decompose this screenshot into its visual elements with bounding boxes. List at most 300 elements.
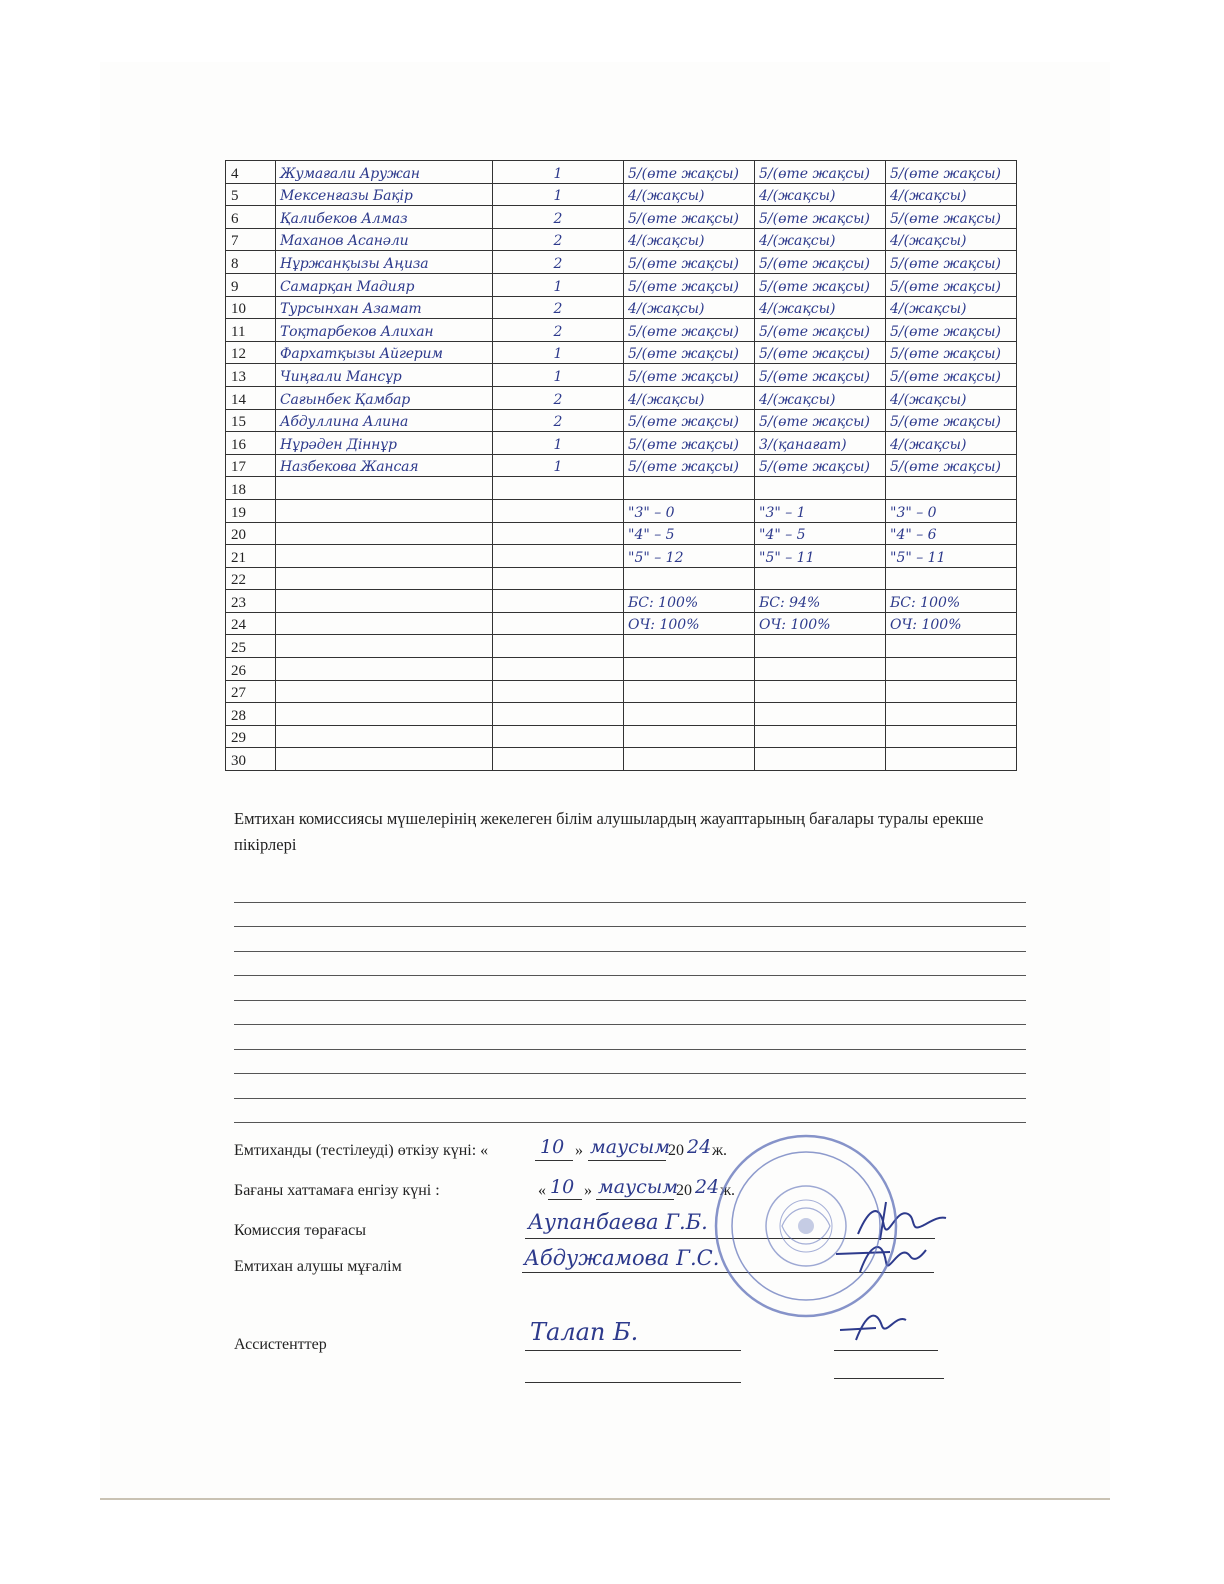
grade-3-cell [886,499,1017,522]
student-name-cell [276,454,493,477]
grade-2-cell [755,161,886,184]
grade-2: 5/(өте жақсы) [759,210,870,227]
variant-number-cell [493,680,624,703]
student-name: Абдуллина Алина [280,414,409,431]
grade-2: "3" – 1 [759,504,806,521]
variant-number-cell [493,386,624,409]
grades-table [225,160,1017,771]
grade-1-cell [624,364,755,387]
student-name-cell [276,477,493,500]
record-day: 10 [550,1176,575,1198]
grade-2 [755,753,759,769]
grade-3-cell [886,251,1017,274]
grade-3-cell [886,161,1017,184]
grade-3 [886,663,890,679]
row-number-cell: 6 [226,206,276,229]
assistant2-name-line [525,1382,741,1383]
assistant-name-line [525,1350,741,1351]
student-name: Жумағали Аружан [280,165,420,182]
row-number-cell: 16 [226,432,276,455]
exam-quote-close: » [575,1142,583,1159]
grade-3-cell [886,409,1017,432]
table-row [226,273,1017,296]
grade-3-cell [886,386,1017,409]
grade-1: "3" – 0 [628,504,675,521]
row-number-cell: 13 [226,364,276,387]
variant-number: 1 [553,165,563,182]
variant-number: 1 [553,278,563,295]
grade-2-cell [755,567,886,590]
grade-2-cell [755,658,886,681]
grade-1-cell [624,161,755,184]
grade-2-cell [755,183,886,206]
row-number-cell: 17 [226,454,276,477]
record-day-line [548,1199,582,1200]
grade-2-cell [755,725,886,748]
student-name-cell [276,612,493,635]
grade-3-cell [886,748,1017,771]
grade-3-cell [886,432,1017,455]
grade-2 [755,572,759,588]
grade-1: 5/(өте жақсы) [628,323,739,340]
grade-2: ОЧ: 100% [759,617,831,634]
variant-number-cell [493,364,624,387]
row-number-cell: 29 [226,725,276,748]
variant-number-cell [493,477,624,500]
grade-1-cell [624,522,755,545]
chair-name: Аупанбаева Г.Б. [528,1210,708,1234]
official-seal [712,1132,900,1320]
assistant2-sign-line [834,1378,944,1379]
grade-2-cell [755,499,886,522]
exam-day-line [535,1160,573,1161]
grade-3-cell [886,612,1017,635]
grade-2: 5/(өте жақсы) [759,255,870,272]
student-name-cell [276,386,493,409]
variant-number: 1 [553,346,563,363]
grade-1-cell [624,454,755,477]
student-name [276,708,280,724]
grade-2-cell [755,251,886,274]
grade-1-cell [624,590,755,613]
grade-2 [755,685,759,701]
grade-1: 5/(өте жақсы) [628,255,739,272]
grade-2 [755,640,759,656]
row-number-cell: 26 [226,658,276,681]
table-row [226,206,1017,229]
variant-number-cell [493,409,624,432]
grade-2: 5/(өте жақсы) [759,165,870,182]
table-row [226,228,1017,251]
grade-1 [624,685,628,701]
grade-3-cell [886,273,1017,296]
row-number-cell: 14 [226,386,276,409]
grade-2-cell [755,409,886,432]
table-row [226,386,1017,409]
grade-3 [886,685,890,701]
student-name: Нұржанқызы Аңиза [280,255,429,272]
variant-number-cell [493,522,624,545]
record-month: маусым [598,1176,678,1198]
grade-1: "4" – 5 [628,527,675,544]
student-name: Фархатқызы Айгерим [280,346,443,363]
grade-1: 4/(жақсы) [628,391,705,408]
student-name-cell [276,748,493,771]
grade-2-cell [755,612,886,635]
table-row [226,409,1017,432]
grade-1: 5/(өте жақсы) [628,459,739,476]
assistant-name: Талап Б. [530,1318,639,1346]
table-row [226,477,1017,500]
chair-label: Комиссия төрағасы [234,1222,366,1239]
grade-2-cell [755,296,886,319]
student-name-cell [276,432,493,455]
grade-3: 4/(жақсы) [890,391,967,408]
table-row [226,341,1017,364]
record-date-label: Бағаны хаттамаға енгізу күні : [234,1182,440,1199]
grade-3-cell [886,477,1017,500]
grade-3-cell [886,522,1017,545]
row-number-cell: 24 [226,612,276,635]
grade-1: 5/(өте жақсы) [628,210,739,227]
grade-3: 4/(жақсы) [890,301,967,318]
variant-number-cell [493,703,624,726]
grade-2-cell [755,319,886,342]
grade-3 [886,708,890,724]
record-month-line [596,1199,674,1200]
grade-3: 4/(жақсы) [890,233,967,250]
grade-3: "5" – 11 [890,549,946,566]
teacher-name: Абдужамова Г.С. [524,1246,720,1270]
variant-number-cell [493,725,624,748]
teacher-label: Емтихан алушы мұғалім [234,1258,402,1275]
row-number-cell: 18 [226,477,276,500]
exam-year-suffix: 24 [687,1136,712,1158]
grade-2-cell [755,522,886,545]
variant-number-cell [493,748,624,771]
grade-1: 5/(өте жақсы) [628,368,739,385]
grade-2 [755,730,759,746]
grade-2: 4/(жақсы) [759,301,836,318]
student-name [276,527,280,543]
student-name-cell [276,409,493,432]
variant-number: 2 [553,323,563,340]
grade-3: 4/(жақсы) [890,188,967,205]
row-number-cell: 4 [226,161,276,184]
grade-3-cell [886,319,1017,342]
student-name [276,572,280,588]
row-number-cell: 28 [226,703,276,726]
student-name [276,550,280,566]
assistant-sign-line [834,1350,938,1351]
opinions-title: Емтихан комиссиясы мүшелерінің жекелеген білім алушылардың жауаптарының бағалары туралы ерекше пікірлері [234,809,984,854]
grade-1 [624,572,628,588]
student-name-cell [276,341,493,364]
grade-2: 5/(өте жақсы) [759,346,870,363]
row-number-cell: 9 [226,273,276,296]
student-name-cell [276,296,493,319]
grade-1-cell [624,432,755,455]
grade-2: БС: 94% [759,594,821,611]
variant-number-cell [493,635,624,658]
grade-1-cell [624,748,755,771]
grade-3-cell [886,703,1017,726]
grade-1-cell [624,680,755,703]
grade-1: 4/(жақсы) [628,188,705,205]
variant-number-cell [493,454,624,477]
grade-1: 5/(өте жақсы) [628,278,739,295]
student-name: Маханов Асанәли [280,233,409,250]
grade-2-cell [755,545,886,568]
grade-3-cell [886,341,1017,364]
grade-3: 5/(өте жақсы) [890,459,1001,476]
table-row [226,432,1017,455]
grade-1-cell [624,567,755,590]
grade-1-cell [624,228,755,251]
student-name: Нұрәден Діннұр [280,436,397,453]
table-row [226,545,1017,568]
student-name [276,505,280,521]
row-number-cell: 25 [226,635,276,658]
row-number-cell: 20 [226,522,276,545]
table-row [226,725,1017,748]
table-row [226,183,1017,206]
table-row [226,612,1017,635]
grade-1: 4/(жақсы) [628,301,705,318]
table-row [226,658,1017,681]
grade-3: 5/(өте жақсы) [890,323,1001,340]
grade-1-cell [624,409,755,432]
grade-1-cell [624,341,755,364]
variant-number-cell [493,206,624,229]
grade-1: "5" – 12 [628,549,684,566]
grade-2: "5" – 11 [759,549,815,566]
grade-3: ОЧ: 100% [890,617,962,634]
row-number-cell: 22 [226,567,276,590]
grade-3-cell [886,658,1017,681]
row-number-cell: 7 [226,228,276,251]
table-row [226,364,1017,387]
grade-1 [624,753,628,769]
student-name-cell [276,499,493,522]
grade-1-cell [624,251,755,274]
variant-number-cell [493,273,624,296]
student-name [276,482,280,498]
grade-2 [755,482,759,498]
grade-3: 5/(өте жақсы) [890,255,1001,272]
grade-1-cell [624,499,755,522]
grade-2-cell [755,477,886,500]
grade-3 [886,640,890,656]
student-name: Тоқтарбеков Алихан [280,323,434,340]
record-quote-close: » [584,1182,592,1199]
grade-1: ОЧ: 100% [628,617,700,634]
grade-1 [624,663,628,679]
student-name-cell [276,161,493,184]
row-number-cell: 27 [226,680,276,703]
variant-number: 1 [553,188,563,205]
grade-1-cell [624,612,755,635]
grade-2-cell [755,364,886,387]
variant-number-cell [493,251,624,274]
student-name-cell [276,206,493,229]
grade-2 [755,663,759,679]
record-quote-open: « [538,1182,546,1199]
grade-3 [886,572,890,588]
student-name-cell [276,319,493,342]
grade-2: 5/(өте жақсы) [759,368,870,385]
grade-1-cell [624,703,755,726]
variant-number: 2 [553,391,563,408]
grade-3-cell [886,725,1017,748]
grade-3-cell [886,567,1017,590]
table-row [226,748,1017,771]
student-name-cell [276,183,493,206]
student-name: Қалибеков Алмаз [280,210,408,227]
variant-number-cell [493,658,624,681]
grade-3: 5/(өте жақсы) [890,368,1001,385]
row-number-cell: 12 [226,341,276,364]
student-name-cell [276,567,493,590]
grade-1-cell [624,206,755,229]
grade-2: 5/(өте жақсы) [759,459,870,476]
grade-2-cell [755,454,886,477]
grade-1-cell [624,477,755,500]
grade-2-cell [755,703,886,726]
variant-number: 1 [553,436,563,453]
grade-1: 5/(өте жақсы) [628,436,739,453]
student-name [276,617,280,633]
grade-2-cell [755,748,886,771]
grade-1-cell [624,545,755,568]
student-name [276,595,280,611]
grade-3: 5/(өте жақсы) [890,346,1001,363]
grade-3-cell [886,590,1017,613]
grade-1-cell [624,386,755,409]
grade-2: "4" – 5 [759,527,806,544]
variant-number: 1 [553,459,563,476]
variant-number: 2 [553,255,563,272]
record-year-prefix: 20 [676,1182,692,1199]
grade-1-cell [624,319,755,342]
table-row [226,454,1017,477]
grade-1-cell [624,296,755,319]
grade-2-cell [755,590,886,613]
row-number-cell: 23 [226,590,276,613]
variant-number-cell [493,545,624,568]
grade-3 [886,730,890,746]
row-number-cell: 11 [226,319,276,342]
student-name-cell [276,522,493,545]
opinions-lines [234,878,1026,1123]
exam-month: маусым [590,1136,670,1158]
student-name: Сағынбек Қамбар [280,391,411,408]
student-name-cell [276,364,493,387]
student-name: Чиңғали Мансұр [280,368,402,385]
exam-year-tail: ж. [712,1142,728,1159]
grade-3-cell [886,364,1017,387]
grade-3 [886,753,890,769]
grade-1: 4/(жақсы) [628,233,705,250]
grade-1-cell [624,725,755,748]
student-name: Назбекова Жансая [280,459,419,476]
exam-month-line [588,1160,666,1161]
record-year-suffix: 24 [695,1176,720,1198]
variant-number-cell [493,590,624,613]
grade-3: 5/(өте жақсы) [890,278,1001,295]
grade-1 [624,730,628,746]
student-name-cell [276,590,493,613]
variant-number-cell [493,161,624,184]
table-row [226,251,1017,274]
grade-2-cell [755,273,886,296]
variant-number-cell [493,612,624,635]
grade-1-cell [624,183,755,206]
variant-number: 2 [553,210,563,227]
record-year-tail: ж. [720,1182,736,1199]
grade-2: 5/(өте жақсы) [759,278,870,295]
student-name-cell [276,680,493,703]
grade-3: 5/(өте жақсы) [890,414,1001,431]
table-row [226,499,1017,522]
row-number-cell: 19 [226,499,276,522]
student-name [276,753,280,769]
variant-number-cell [493,341,624,364]
variant-number-cell [493,228,624,251]
grade-2: 4/(жақсы) [759,391,836,408]
grade-1 [624,482,628,498]
grade-2-cell [755,386,886,409]
grade-2 [755,708,759,724]
grade-3-cell [886,296,1017,319]
student-name-cell [276,273,493,296]
table-row [226,296,1017,319]
variant-number-cell [493,319,624,342]
row-number-cell: 10 [226,296,276,319]
grade-3-cell [886,183,1017,206]
grade-3-cell [886,228,1017,251]
table-row [226,635,1017,658]
student-name-cell [276,251,493,274]
row-number-cell: 30 [226,748,276,771]
student-name: Самарқан Мадияр [280,278,415,295]
grade-3: "4" – 6 [890,527,937,544]
table-row [226,567,1017,590]
grade-1-cell [624,273,755,296]
variant-number-cell [493,432,624,455]
grade-2-cell [755,680,886,703]
variant-number-cell [493,296,624,319]
grade-3-cell [886,545,1017,568]
grade-2-cell [755,432,886,455]
grade-3: 5/(өте жақсы) [890,210,1001,227]
table-row [226,680,1017,703]
variant-number: 2 [553,301,563,318]
grade-2-cell [755,635,886,658]
grade-2: 5/(өте жақсы) [759,323,870,340]
grade-1: БС: 100% [628,594,699,611]
table-row [226,522,1017,545]
grade-1 [624,640,628,656]
student-name-cell [276,658,493,681]
grade-3-cell [886,206,1017,229]
table-row [226,161,1017,184]
grade-3-cell [886,454,1017,477]
student-name-cell [276,635,493,658]
student-name [276,685,280,701]
variant-number-cell [493,567,624,590]
student-name-cell [276,725,493,748]
